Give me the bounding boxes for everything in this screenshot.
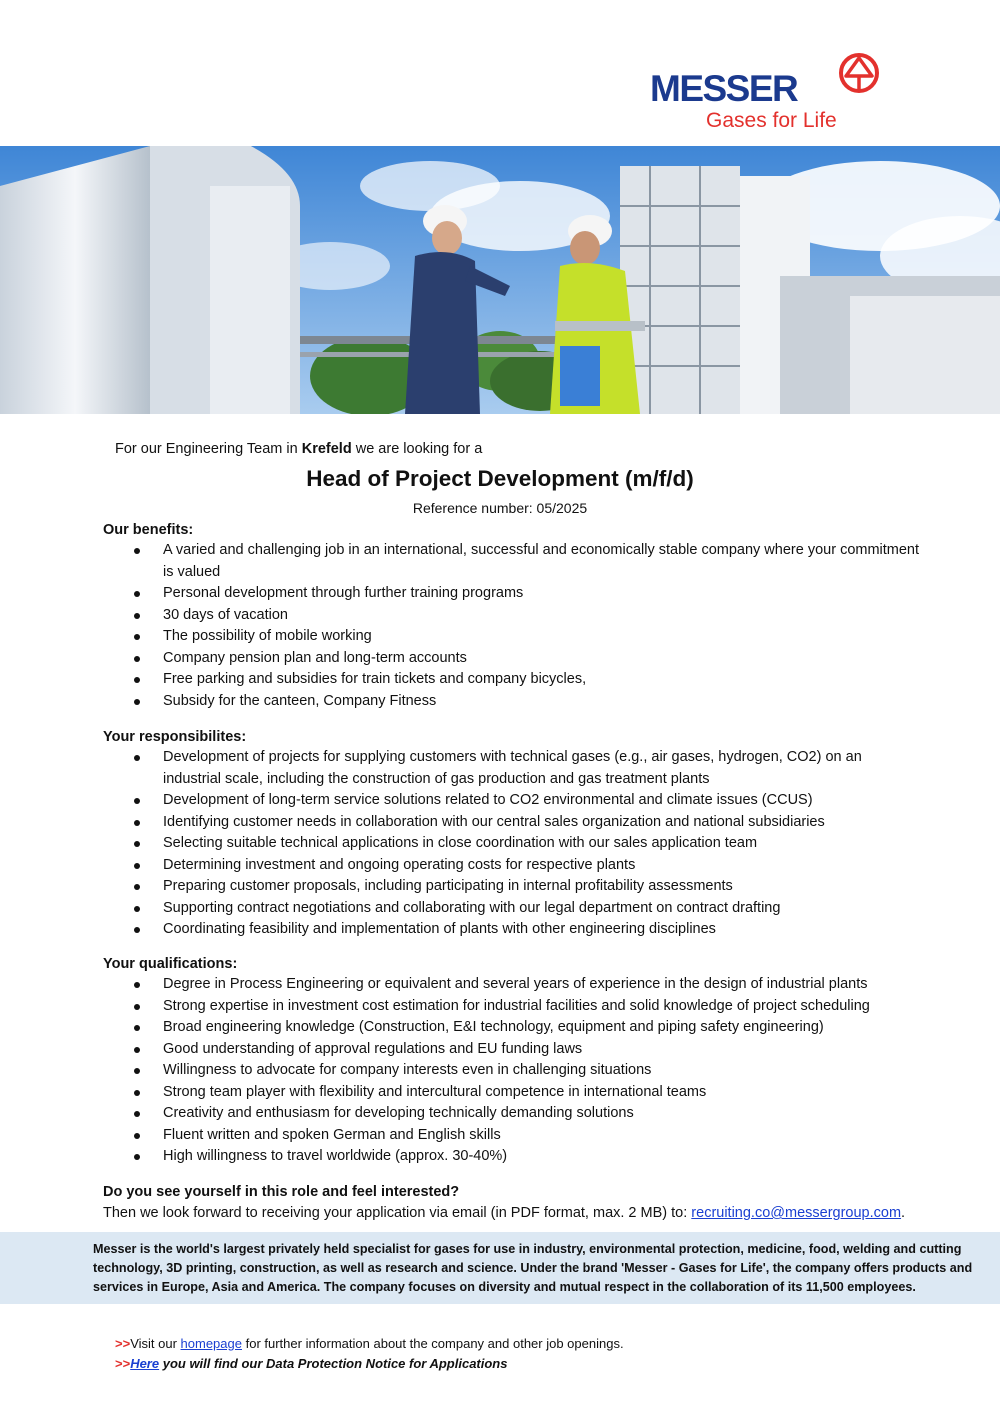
logo-wordmark: MESSER xyxy=(650,68,798,109)
apply-question: Do you see yourself in this role and feel interested? xyxy=(103,1184,460,1200)
intro-line: For our Engineering Team in Krefeld we are looking for a xyxy=(115,441,483,457)
list-item: Preparing customer proposals, including participating in internal profitability assessments xyxy=(103,876,923,898)
footer-line-homepage: >>Visit our homepage for further information about the company and other job openings. xyxy=(115,1336,624,1351)
list-item: Company pension plan and long-term accounts xyxy=(103,648,923,670)
list-item: Supporting contract negotiations and collaborating with our legal department on contract drafting xyxy=(103,898,923,920)
list-item: Subsidy for the canteen, Company Fitness xyxy=(103,691,923,713)
list-item: Coordinating feasibility and implementation of plants with other engineering disciplines xyxy=(103,919,923,941)
list-item: Fluent written and spoken German and English skills xyxy=(103,1125,923,1147)
footer-links xyxy=(115,1334,624,1373)
list-item: 30 days of vacation xyxy=(103,605,923,627)
responsibilities-section xyxy=(103,727,923,941)
company-about-band xyxy=(0,1232,1000,1304)
list-item: Creativity and enthusiasm for developing technically demanding solutions xyxy=(103,1103,923,1125)
list-item: Free parking and subsidies for train tickets and company bicycles, xyxy=(103,669,923,691)
list-item: Personal development through further training programs xyxy=(103,583,923,605)
responsibilities-heading: Your responsibilites: xyxy=(103,729,247,745)
company-about-text: Messer is the world's largest privately held specialist for gases for use in industry, environmental protection, medicine, food, welding and cutting technology, 3D printing, construction, as well as research and science. Under the brand 'Messer - Gases for Life', the company offers products and services in Europe, Asia and America. The company focuses on diversity and mutual respect in the collaboration of its 11,500 employees. xyxy=(93,1242,973,1294)
responsibilities-list xyxy=(103,747,923,941)
footer-line-privacy: >>Here you will find our Data Protection Notice for Applications xyxy=(115,1355,508,1371)
data-protection-link[interactable]: Here xyxy=(130,1355,160,1371)
apply-text: Then we look forward to receiving your application via email (in PDF format, max. 2 MB) to: recruiting.co@messergroup.com. xyxy=(103,1205,906,1221)
logo-emblem-icon xyxy=(838,52,880,94)
recruiting-email-link[interactable]: recruiting.co@messergroup.com xyxy=(691,1205,902,1221)
list-item: The possibility of mobile working xyxy=(103,626,923,648)
list-item: Good understanding of approval regulations and EU funding laws xyxy=(103,1039,923,1061)
list-item: Broad engineering knowledge (Construction, E&I technology, equipment and piping safety engineering) xyxy=(103,1017,923,1039)
job-title: Head of Project Development (m/f/d) xyxy=(306,466,694,491)
qualifications-section xyxy=(103,954,923,1168)
hero-image xyxy=(0,146,1000,414)
list-item: Strong expertise in investment cost estimation for industrial facilities and solid knowledge of project scheduling xyxy=(103,996,923,1018)
qualifications-heading: Your qualifications: xyxy=(103,956,238,972)
benefits-list xyxy=(103,540,923,712)
qualifications-list xyxy=(103,974,923,1168)
apply-section xyxy=(103,1182,963,1224)
list-item: Development of projects for supplying customers with technical gases (e.g., air gases, hydrogen, CO2) on an industrial scale, including the construction of gas production and gas treatment plants xyxy=(103,747,923,790)
arrow-icon: >> xyxy=(115,1355,131,1371)
reference-number: Reference number: 05/2025 xyxy=(412,500,588,516)
list-item: Strong team player with flexibility and intercultural competence in international teams xyxy=(103,1082,923,1104)
list-item: Degree in Process Engineering or equivalent and several years of experience in the design of industrial plants xyxy=(103,974,923,996)
list-item: High willingness to travel worldwide (approx. 30-40%) xyxy=(103,1146,923,1168)
list-item: Selecting suitable technical applications in close coordination with our sales application team xyxy=(103,833,923,855)
list-item: Development of long-term service solutions related to CO2 environmental and climate issues (CCUS) xyxy=(103,790,923,812)
job-location: Krefeld xyxy=(301,441,352,457)
list-item: Identifying customer needs in collaboration with our central sales organization and national subsidiaries xyxy=(103,812,923,834)
list-item: A varied and challenging job in an international, successful and economically stable company where your commitment is valued xyxy=(103,540,923,583)
messer-logo xyxy=(648,50,884,134)
logo-tagline: Gases for Life xyxy=(706,109,837,132)
benefits-heading: Our benefits: xyxy=(103,522,194,538)
homepage-link[interactable]: homepage xyxy=(180,1336,242,1351)
list-item: Determining investment and ongoing operating costs for respective plants xyxy=(103,855,923,877)
list-item: Willingness to advocate for company interests even in challenging situations xyxy=(103,1060,923,1082)
benefits-section xyxy=(103,520,923,712)
arrow-icon: >> xyxy=(115,1336,131,1351)
